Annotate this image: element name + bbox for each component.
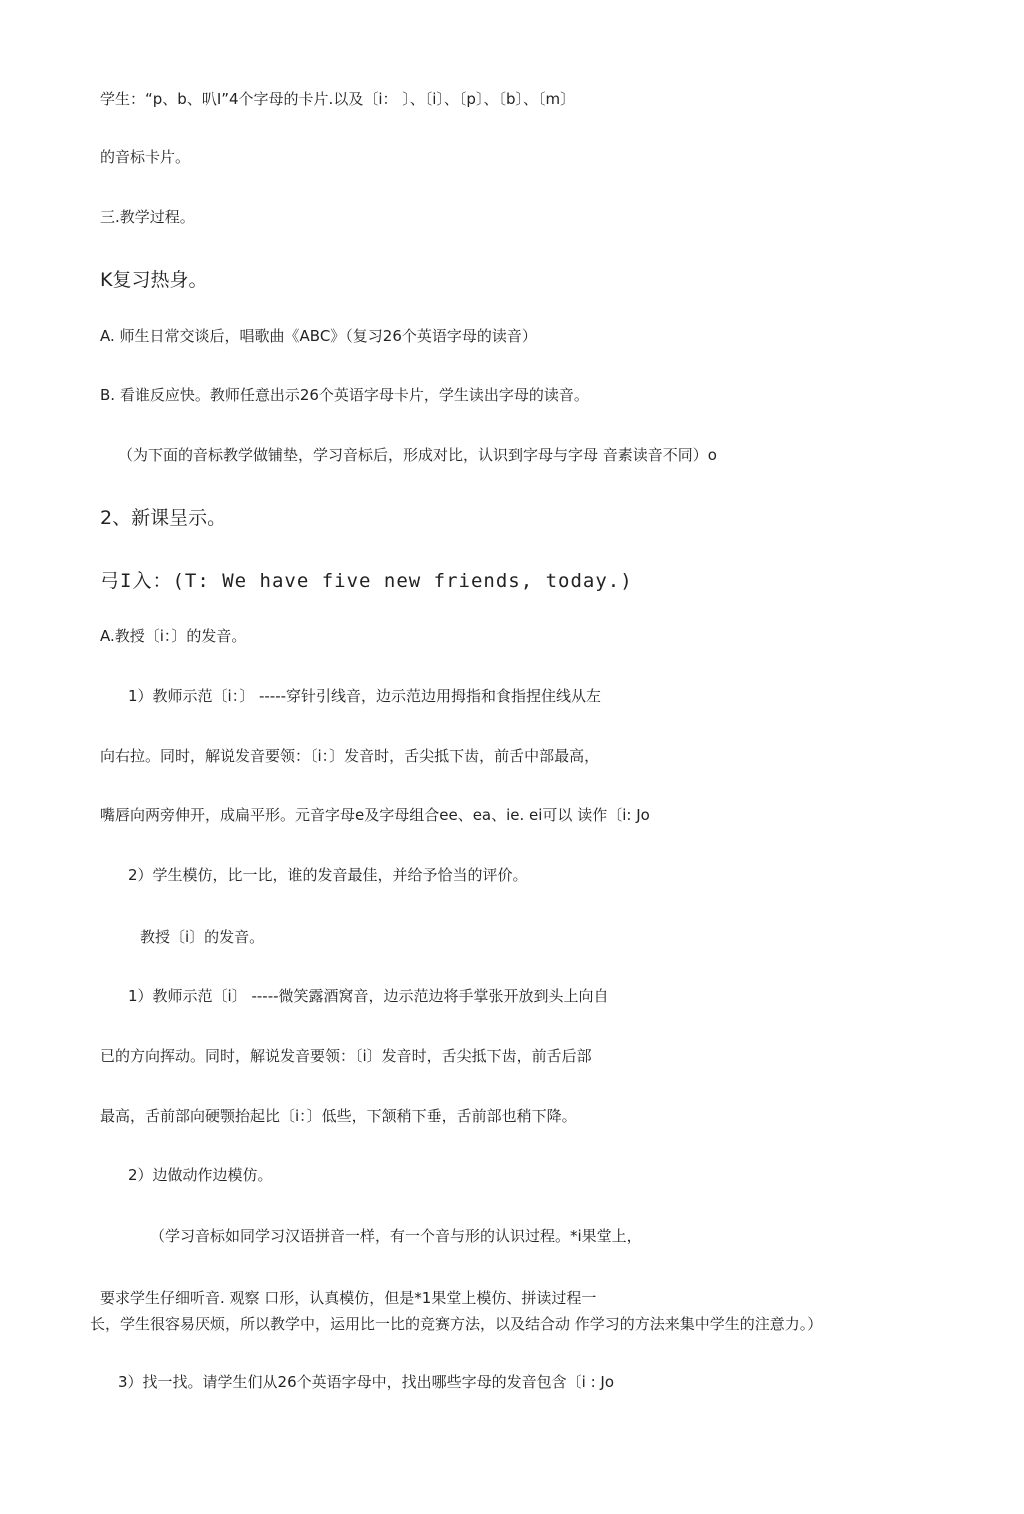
text-line: A.教授〔i：〕的发音。 — [100, 627, 247, 645]
text-line: 的音标卡片。 — [100, 148, 191, 166]
text-line: 1）教师示范〔i〕 -----微笑露酒窝音，边示范边将手掌张开放到头上向自 — [128, 987, 609, 1005]
text-line: 长，学生很容易厌烦，所以教学中，运用比一比的竞赛方法，以及结合动 作学习的方法来集中学生的注意力。） — [90, 1315, 823, 1333]
text-line: 教授〔i〕的发音。 — [140, 928, 265, 946]
text-line: （为下面的音标教学做铺垫，学习音标后，形成对比，认识到字母与字母 音素读音不同）o — [118, 446, 717, 464]
text-line: 嘴唇向两旁伸开，成扁平形。元音字母e及字母组合ee、ea、ie. ei可以 读作〔i: Jo — [100, 806, 650, 824]
text-line: 已的方向挥动。同时，解说发音要领：〔i〕发音时，舌尖抵下齿，前舌后部 — [100, 1047, 592, 1065]
text-line: （学习音标如同学习汉语拼音一样，有一个音与形的认识过程。*i果堂上， — [150, 1227, 642, 1245]
text-line: 2）学生模仿，比一比，谁的发音最佳，并给予恰当的评价。 — [128, 866, 528, 884]
text-line: 弓I入：(T: We have five new friends, today.) — [100, 570, 633, 592]
subsection-heading: 2、新课呈示。 — [100, 507, 227, 529]
text-line: 向右拉。同时，解说发音要领：〔i：〕发音时，舌尖抵下齿，前舌中部最高， — [100, 747, 600, 765]
text-line: 2）边做动作边模仿。 — [128, 1166, 273, 1184]
text-line: 3）找一找。请学生们从26个英语字母中，找出哪些字母的发音包含〔i : Jo — [118, 1373, 614, 1391]
text-line: A. 师生日常交谈后，唱歌曲《ABC》（复习26个英语字母的读音） — [100, 327, 537, 345]
text-line: 学生：“p、b、叭I”4个字母的卡片.以及〔i： 〕、〔i〕、〔p〕、〔b〕、〔m〕 — [100, 90, 576, 108]
section-heading: 三.教学过程。 — [100, 208, 195, 226]
text-line: 要求学生仔细听音. 观察 口形，认真模仿，但是*1果堂上模仿、拼读过程一 — [100, 1289, 597, 1307]
text-line: 最高，舌前部向硬颚抬起比〔i：〕低些，下颔稍下垂，舌前部也稍下降。 — [100, 1107, 577, 1125]
text-line: 1）教师示范〔i：〕 -----穿针引线音，边示范边用拇指和食指捏住线从左 — [128, 687, 602, 705]
text-line: B. 看谁反应快。教师任意出示26个英语字母卡片，学生读出字母的读音。 — [100, 386, 589, 404]
subsection-heading: K复习热身。 — [100, 269, 208, 291]
